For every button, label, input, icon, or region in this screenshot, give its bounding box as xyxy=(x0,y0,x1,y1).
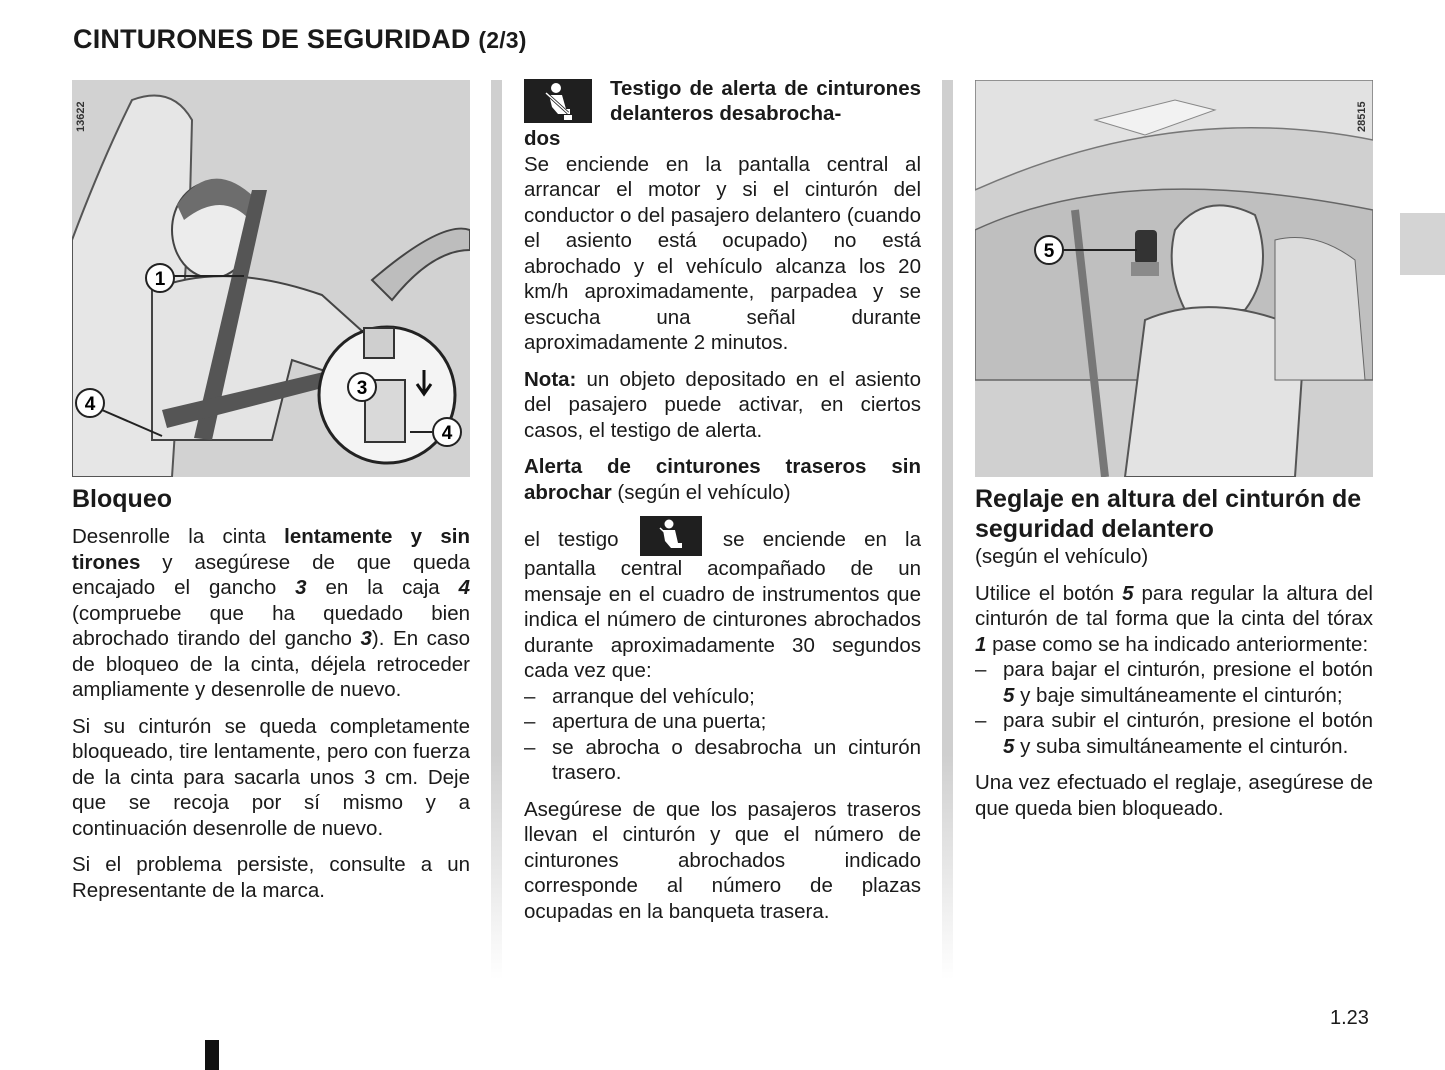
column-divider-1 xyxy=(491,80,502,980)
column-divider-2 xyxy=(942,80,953,980)
callout-4-left: 4 xyxy=(84,394,96,415)
figure-height-adjust xyxy=(975,80,1373,477)
chapter-tab xyxy=(1400,213,1445,275)
list-item: – se abrocha o desabrocha un cinturón trasero. xyxy=(524,735,921,786)
seatbelt-warning-icon xyxy=(524,79,592,123)
paragraph-desenrolle: Desenrolle la cinta lentamente y sin tirones y asegúrese de que queda encajado el gancho 3 en la caja 4 (compruebe que ha quedado bien abrochado tirando del gancho 3). En caso de bloqueo de la cinta, déjela retroceder ampliamente y desenrolle de nuevo. xyxy=(72,525,470,701)
height-adjust-illustration xyxy=(975,80,1373,477)
heading-bloqueo: Bloqueo xyxy=(72,485,172,513)
subheading-segun-vehiculo: (según el vehículo) xyxy=(975,545,1149,568)
callout-1: 1 xyxy=(154,269,166,290)
paragraph-problema: Si el problema persiste, consulte a un Representante de la marca. xyxy=(72,853,470,902)
page-number: 1.23 xyxy=(1330,1007,1369,1029)
rear-alert-text: el testigo se enciende en la pantalla central acompañado de un mensaje en el cuadro de instrumentos que indica el número de cinturones abrochados durante aproximadamente 30 segundos cada vez que: xyxy=(524,516,921,684)
front-alert-text: Se enciende en la pantalla central al arrancar el motor y si el cinturón del conductor o del pasajero delantero (cuando el asiento está ocupado) no está abrochado y el vehículo alcanza los 20 km/h aproximadamente, parpadea y se escucha una señal durante aproximadamente 2 minutos. xyxy=(524,152,921,354)
paragraph-utilice: Utilice el botón 5 para regular la altura del cinturón de tal forma que la cinta del tórax 1 pase como se ha indicado anteriormente: xyxy=(975,581,1373,656)
list-item: – para subir el cinturón, presione el botón 5 y suba simultáneamente el cinturón. xyxy=(975,708,1373,759)
column-testigos xyxy=(524,76,921,935)
front-alert-header xyxy=(524,76,921,126)
page-title xyxy=(73,24,527,55)
heading-reglaje: Reglaje en altura del cinturón de seguridad delantero xyxy=(975,485,1362,543)
rear-closing-paragraph: Asegúrese de que los pasajeros traseros llevan el cinturón y que el número de cinturones abrochados indicado corresponde al número de plazas ocupadas en la banqueta trasera. xyxy=(524,797,921,923)
paragraph-bloqueado: Si su cinturón se queda completamente bloqueado, tire lentamente, pero con fuerza de la cinta para sacarla unos 3 cm. Deje que se recoja por sí mismo y a continuación desenrolle de nuevo. xyxy=(72,714,470,840)
rear-seatbelt-icon xyxy=(640,516,702,556)
driver-belt-illustration xyxy=(72,80,470,477)
page-title-part: (2/3) xyxy=(478,27,527,53)
figure-ref-13622: 13622 xyxy=(75,101,87,132)
rear-alert-title: Alerta de cinturones traseros sin abrochar (según el vehículo) xyxy=(524,455,921,504)
callout-5: 5 xyxy=(1043,241,1055,262)
column-reglaje xyxy=(975,80,1373,832)
paragraph-efectuado: Una vez efectuado el reglaje, asegúrese de que queda bien bloqueado. xyxy=(975,771,1373,820)
front-alert-title: Testigo de alerta de cinturones delanteros desabrocha- xyxy=(610,77,921,125)
rear-alert-list xyxy=(524,684,921,786)
callout-3: 3 xyxy=(356,378,368,399)
adjust-list xyxy=(975,657,1373,759)
list-item: – apertura de una puerta; xyxy=(524,709,921,735)
figure-driver-belt xyxy=(72,80,470,477)
list-item: – para bajar el cinturón, presione el botón 5 y baje simultáneamente el cinturón; xyxy=(975,657,1373,708)
front-alert-title-rest: dos xyxy=(524,127,561,150)
corner-mark xyxy=(205,1040,219,1070)
column-bloqueo xyxy=(72,80,470,914)
note-paragraph: Nota: un objeto depositado en el asiento del pasajero puede activar, en ciertos casos, el testigo de alerta. xyxy=(524,367,921,442)
figure-ref-28515: 28515 xyxy=(1356,101,1368,132)
page-title-main: CINTURONES DE SEGURIDAD xyxy=(73,24,471,54)
list-item: – arranque del vehículo; xyxy=(524,684,921,710)
callout-4-inset: 4 xyxy=(441,423,453,444)
